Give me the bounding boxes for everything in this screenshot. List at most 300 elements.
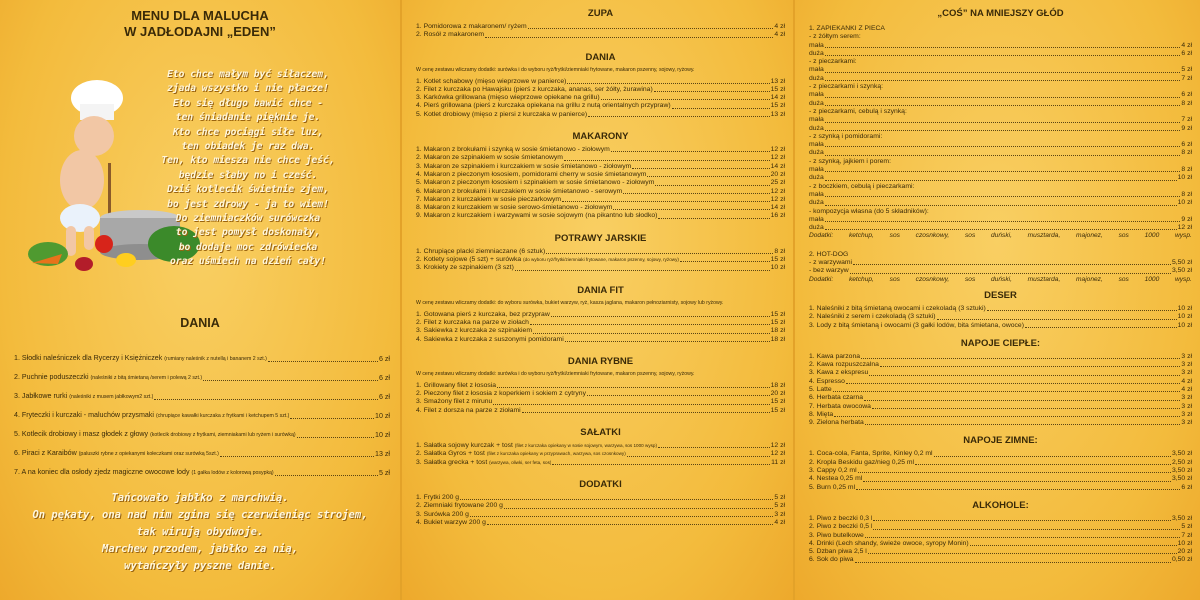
size-price: 7 zł [1181, 116, 1192, 124]
menu-item [416, 171, 785, 179]
toppings-word: ketchup, [848, 232, 874, 240]
menu-item-name [416, 502, 503, 510]
size-price: 8 zł [1181, 99, 1192, 107]
dish-number: 3. [14, 392, 20, 400]
item-title: Herbata czarna [816, 394, 864, 402]
item-title: Frytki 200 g [423, 493, 460, 501]
toppings-word: wysp. [1175, 232, 1192, 240]
size-price: 10 zł [1177, 174, 1192, 182]
menu-item-name [809, 361, 879, 369]
rhyme-line: tak wirują obydwoje. [136, 526, 264, 538]
menu-item-name [809, 411, 833, 419]
item-price: 18 zł [770, 381, 785, 389]
item-title: Naleśniki z serem i czekoladą (3 sztuki) [816, 313, 936, 321]
item-number: 1. [416, 493, 422, 501]
size-label: duża [809, 74, 824, 82]
item-number: 1. [416, 77, 422, 85]
item-title: Filet z kurczaka na parze w ziołach [423, 318, 529, 326]
toppings-word: sos [889, 232, 900, 240]
size-price-row [809, 149, 1192, 157]
item-price: 3 zł [1181, 361, 1192, 369]
item-price: 15 zł [770, 102, 785, 110]
menu-item-name [416, 86, 653, 94]
zapiekanka-variant: - z pieczarkami i szynką: [809, 83, 884, 91]
item-title: Burn 0,25 ml [816, 483, 856, 491]
size-label: duża [809, 99, 824, 107]
item-number: 7. [416, 195, 422, 203]
item-price: 12 zł [770, 187, 785, 195]
menu-item [809, 450, 1192, 458]
poem-line: bo dodaje moc zdrówiecka [178, 241, 318, 253]
rhyme-line: On pękaty, ona nad nim zgina się czerwieniąc strojem, [32, 509, 368, 521]
item-title: Espresso [816, 377, 845, 385]
section-heading: POTRAWY JARSKIE [554, 232, 647, 244]
item-number: 2. [416, 450, 422, 458]
item-number: 2. [809, 361, 815, 369]
poem-line: oraz uśmiech na dzień cały! [170, 256, 326, 268]
dot-leader [587, 395, 770, 396]
item-number: 5. [416, 110, 422, 118]
item-price: 4 zł [1181, 385, 1192, 393]
menu-item-name [809, 556, 854, 564]
dot-leader [627, 456, 770, 457]
kids-dish-item [14, 364, 390, 383]
item-number: 1. [416, 146, 422, 154]
menu-item-name [416, 31, 484, 39]
snacks-drinks-panel [793, 0, 1200, 600]
section-heading: NAPOJE ZIMNE: [963, 435, 1038, 447]
size-price-row [809, 125, 1192, 133]
menu-item [416, 204, 785, 212]
item-number: 6. [809, 556, 815, 564]
menu-item-name [809, 394, 863, 402]
menu-item-name [809, 515, 872, 523]
dot-leader [825, 72, 1181, 73]
dot-leader [655, 185, 769, 186]
menu-item-name [809, 369, 868, 377]
item-number: 3. [416, 264, 422, 272]
dot-leader [869, 375, 1180, 376]
menu-item-name [416, 94, 600, 102]
item-number: 5. [416, 179, 422, 187]
menu-item-name [416, 23, 527, 31]
menu-item-name [809, 540, 969, 548]
dot-leader [562, 201, 770, 202]
dish-title: Piraci z Karaibów [21, 449, 77, 457]
toppings-word: czosnkowy, [915, 275, 950, 283]
menu-item [416, 442, 785, 450]
dish-price: 6 zł [378, 393, 390, 401]
menu-item-name [416, 336, 564, 344]
menu-item [416, 196, 785, 204]
menu-item [809, 532, 1192, 540]
hotdog-price: 3,50 zł [1171, 267, 1192, 275]
dot-leader [868, 553, 1177, 554]
zapiekanki-title: 1. ZAPIEKANKI Z PIECA [809, 25, 885, 32]
menu-item [416, 111, 785, 119]
item-price: 3 zł [1181, 394, 1192, 402]
item-price: 3 zł [774, 510, 785, 518]
size-price: 8 zł [1181, 166, 1192, 174]
toppings-word: musztarda, [1027, 275, 1061, 283]
item-price: 14 zł [770, 162, 785, 170]
item-number: 2. [416, 256, 422, 264]
poem-line: Ten, kto miesza nie chce jeść, [161, 155, 335, 167]
item-number: 4. [416, 406, 422, 414]
menu-item [809, 484, 1192, 492]
item-number: 3. [416, 327, 422, 335]
dish-description: (kotlecik drobiowy z frytkami, ziemniakami lub ryżem i surówką) [150, 432, 296, 438]
item-price: 4 zł [1181, 377, 1192, 385]
dot-leader [565, 341, 770, 342]
menu-item-name [416, 264, 514, 272]
item-title: Chrupiące placki ziemniaczane (6 sztuk) [423, 247, 546, 255]
menu-item [416, 248, 785, 256]
kids-poem [100, 68, 396, 270]
size-price-row [809, 42, 1192, 50]
toppings-note [809, 276, 1192, 284]
item-title: Cappy 0,2 ml [816, 467, 857, 475]
dish-description: (1 gałka lodów z kolorową posypką) [191, 470, 274, 476]
item-title: Sakiewka z kurczaka ze szpinakiem [423, 327, 532, 335]
size-label: duża [809, 124, 824, 132]
item-price: 3 zł [1181, 352, 1192, 360]
menu-item [809, 419, 1192, 427]
dish-price: 6 zł [378, 374, 390, 382]
menu-item-name [809, 378, 845, 386]
menu-item-name [416, 450, 626, 458]
dot-leader [970, 545, 1177, 546]
item-price: 25 zł [770, 179, 785, 187]
item-title: Sałatka Gyros + tost [423, 450, 485, 458]
dot-leader [1025, 327, 1177, 328]
poem-line: Eto się długo bawić chce - [172, 97, 324, 109]
menu-item-name [809, 353, 860, 361]
menu-item [416, 163, 785, 171]
item-number: 1. [809, 352, 815, 360]
size-price: 7 zł [1181, 74, 1192, 82]
item-price: 8 zł [774, 247, 785, 255]
toppings-word: sos [889, 275, 900, 283]
toppings-word: 1000 [1144, 275, 1160, 283]
item-title: Makaron z kurczakiem w sosie serowo-śmietanowo - ziołowym [423, 204, 613, 212]
size-price: 6 zł [1181, 49, 1192, 57]
menu-item [416, 327, 785, 335]
item-number: 2. [416, 154, 422, 162]
dot-leader [601, 99, 770, 100]
kids-dish-name [14, 449, 219, 459]
size-price-row [809, 224, 1192, 232]
dish-description: (rumiany naleśnik z nutellą i bananem 2 szt.) [164, 356, 267, 362]
item-price: 15 zł [770, 406, 785, 414]
item-title: Piwo butelkowe [816, 531, 864, 539]
kids-dish-name [14, 430, 296, 440]
menu-item [416, 23, 785, 31]
item-number: 4. [416, 102, 422, 110]
item-title: Coca-cola, Fanta, Sprite, Kinley 0,2 ml [816, 450, 933, 458]
menu-item-name [809, 523, 872, 531]
item-price: 3,50 zł [1171, 467, 1192, 475]
menu-item-name [416, 327, 532, 335]
item-number: 2. [416, 318, 422, 326]
dot-leader [825, 97, 1181, 98]
menu-item [809, 540, 1192, 548]
dish-number: 2. [14, 373, 20, 381]
dot-leader [493, 404, 769, 405]
dot-leader [632, 168, 769, 169]
toppings-word: wysp. [1175, 275, 1192, 283]
toppings-word: sos [965, 232, 976, 240]
item-title: Herbata owocowa [816, 402, 871, 410]
dot-leader [470, 516, 774, 517]
item-price: 12 zł [770, 442, 785, 450]
item-number: 3. [416, 458, 422, 466]
menu-item [809, 548, 1192, 556]
item-price: 3 zł [1181, 402, 1192, 410]
item-number: 4. [416, 170, 422, 178]
poem-line: ten śniadanie pięknie je. [175, 112, 321, 124]
dot-leader [853, 264, 1171, 265]
menu-item-name [416, 171, 646, 179]
section-heading: DODATKI [579, 478, 622, 490]
dot-leader [825, 80, 1181, 81]
poem-line: ten obiadek je raz dwa. [181, 141, 315, 153]
dot-leader [623, 193, 769, 194]
item-number: 4. [809, 377, 815, 385]
menu-item [416, 179, 785, 187]
dot-leader [872, 408, 1180, 409]
size-price-row [809, 141, 1192, 149]
menu-item [809, 394, 1192, 402]
rhyme-line: Tańcowało jabłko z marchwią. [111, 492, 289, 504]
item-title: Dzban piwa 2,5 l [816, 548, 867, 556]
menu-item-name [809, 450, 933, 458]
dot-leader [915, 464, 1171, 465]
item-price: 12 zł [770, 450, 785, 458]
size-price-row [809, 100, 1192, 108]
item-number: 1. [809, 304, 815, 312]
size-price: 10 zł [1177, 199, 1192, 207]
item-number: 2. [416, 85, 422, 93]
dot-leader [864, 400, 1180, 401]
menu-item [809, 411, 1192, 419]
item-price: 3,50 zł [1171, 475, 1192, 483]
dot-leader [268, 361, 378, 362]
size-price-row [809, 216, 1192, 224]
item-price: 10 zł [770, 264, 785, 272]
dish-number: 1. [14, 354, 20, 362]
item-number: 2. [416, 502, 422, 510]
dot-leader [504, 508, 774, 509]
item-title: Piwo z beczki 0,5 l [816, 523, 873, 531]
menu-item [809, 353, 1192, 361]
item-price: 4 zł [774, 518, 785, 526]
section-note: W cenę zestawu wliczamy dodatki: surówka i do wyboru ryż/frytki/ziemniaki frytowane, makaron pszenny, sojowy, ryżowy. [416, 66, 695, 73]
size-price: 4 zł [1181, 41, 1192, 49]
size-label: mała [809, 66, 824, 74]
item-title: Kawa z ekspresu [816, 369, 869, 377]
item-title: Sałatka sojowy kurczak + tost [423, 442, 513, 450]
dot-leader [825, 55, 1181, 56]
kids-dish-item [14, 440, 390, 459]
kids-menu-title [0, 8, 400, 40]
menu-item-name [809, 313, 936, 321]
menu-item [416, 94, 785, 102]
item-price: 5 zł [774, 502, 785, 510]
menu-item-name [416, 519, 486, 527]
menu-item [809, 369, 1192, 377]
item-price: 14 zł [770, 94, 785, 102]
section-heading: DANIA RYBNE [567, 355, 634, 367]
main-menu-panel [400, 0, 793, 600]
dot-leader [825, 47, 1181, 48]
poem-line: Do ziemniaczków surówczka [175, 213, 321, 225]
kids-dish-name [14, 373, 202, 383]
item-price: 3,50 zł [1171, 450, 1192, 458]
item-price: 7 zł [1181, 531, 1192, 539]
dot-leader [850, 273, 1171, 274]
item-price: 2,50 zł [1171, 458, 1192, 466]
section-heading: DESER [984, 289, 1017, 301]
item-price: 3,50 zł [1171, 514, 1192, 522]
toppings-word: musztarda, [1027, 232, 1061, 240]
item-price: 14 zł [770, 204, 785, 212]
dish-title: Kotlecik drobiowy i masz głodek z głowy [21, 430, 149, 438]
item-number: 2. [416, 390, 422, 398]
hotdog-name: - z warzywami [809, 259, 853, 267]
kids-dish-item [14, 383, 390, 402]
dot-leader [275, 475, 378, 476]
menu-item [416, 319, 785, 327]
dot-leader [658, 447, 770, 448]
item-title: Mięta [816, 410, 834, 418]
size-label: mała [809, 215, 824, 223]
item-number: 2. [809, 313, 815, 321]
item-number: 3. [416, 398, 422, 406]
size-label: mała [809, 166, 824, 174]
menu-item-name [416, 78, 566, 86]
kids-dish-name [14, 354, 267, 364]
kids-dish-item [14, 345, 390, 364]
dot-leader [934, 456, 1171, 457]
item-title: Kotlet drobiowy (mięso z piersi z kurczaka w panierce) [423, 110, 588, 118]
item-price: 15 zł [770, 398, 785, 406]
toppings-note [809, 232, 1192, 240]
dot-leader [861, 358, 1180, 359]
dot-leader [533, 333, 770, 334]
item-number: 2. [416, 31, 422, 39]
section-heading: SAŁATKI [580, 427, 621, 439]
dish-title: Słodki naleśniczek dla Rycerzy i Księżniczek [21, 354, 163, 362]
dot-leader [647, 176, 769, 177]
size-price-row [809, 199, 1192, 207]
dish-title: Jabłkowe rurki [21, 392, 68, 400]
section-heading: DANIA [585, 51, 616, 63]
menu-item [809, 313, 1192, 321]
item-title: Smażony filet z mirunu [423, 398, 493, 406]
item-title: Makaron z pieczonym łososiem, pomidorami cherry w sosie śmietanowym [423, 170, 647, 178]
item-number: 4. [809, 475, 815, 483]
item-number: 6. [809, 394, 815, 402]
poem-line: Kto chce pociągi siłe luz, [172, 126, 324, 138]
dish-number: 7. [14, 468, 20, 476]
item-price: 12 zł [770, 195, 785, 203]
dot-leader [220, 456, 374, 457]
menu-item-name [416, 163, 631, 171]
item-price: 5 zł [1181, 523, 1192, 531]
toppings-word: 1000 [1144, 232, 1160, 240]
menu-item [416, 146, 785, 154]
dot-leader [546, 253, 773, 254]
item-title: Naleśniki z bitą śmietaną owocami i czekoladą (3 sztuki) [816, 304, 986, 312]
size-label: duża [809, 199, 824, 207]
poem-line: to jest pomysł doskonały, [175, 227, 321, 239]
dot-leader [654, 91, 770, 92]
item-number: 2. [809, 458, 815, 466]
dish-title: Puchnie poduszeczki [21, 373, 89, 381]
menu-item-name [809, 532, 864, 540]
item-description: (filet z kurczaka opiekany w przyprawach, warzywa, sos czosnkowy) [486, 451, 626, 457]
dot-leader [497, 387, 770, 388]
item-description: (do wyboru ryż/frytki/ziemniaki frytowane, makaron pszenny, sojowy, ryżowy) [523, 257, 679, 263]
section-note: W cenę zestawu wliczamy dodatki: surówka i do wyboru ryż/frytki/ziemniaki frytowane, makaron pszenny, sojowy, ryżowy. [416, 370, 695, 377]
dish-price: 13 zł [375, 450, 390, 458]
menu-item-name [416, 111, 587, 119]
size-price: 9 zł [1181, 215, 1192, 223]
item-number: 3. [416, 94, 422, 102]
item-title: Kotlety sojowe (5 szt) + surówka [423, 256, 522, 264]
item-price: 11 zł [771, 458, 785, 466]
dot-leader [825, 205, 1177, 206]
toppings-word: czosnkowy, [915, 232, 950, 240]
menu-item [416, 31, 785, 39]
menu-item-name [416, 146, 610, 154]
menu-item-name [809, 459, 914, 467]
dot-leader [825, 122, 1181, 123]
kids-dish-item [14, 421, 390, 440]
item-title: Makaron ze szpinakiem i kurczakiem w sosie śmietanowo - ziołowym [423, 162, 632, 170]
toppings-word: Dodatki: [809, 275, 834, 283]
menu-item-name [416, 442, 657, 450]
item-title: Drinki (Lech shandy, świeże owoce, syropy Monin) [816, 539, 969, 547]
dot-leader [825, 155, 1181, 156]
dot-leader [863, 481, 1171, 482]
dot-leader [611, 151, 770, 152]
menu-item [809, 378, 1192, 386]
item-price: 20 zł [1177, 548, 1192, 556]
dot-leader [567, 83, 769, 84]
dot-leader [825, 229, 1177, 230]
section-heading: MAKARONY [572, 131, 629, 143]
item-title: Bukiet warzyw 200 g [423, 518, 486, 526]
item-title: Sakiewka z kurczaka z suszonymi pomidorami [423, 335, 564, 343]
dot-leader [530, 324, 770, 325]
item-price: 20 zł [770, 170, 785, 178]
toppings-word: ketchup, [848, 275, 874, 283]
dot-leader [834, 416, 1180, 417]
dot-leader [658, 218, 769, 219]
dot-leader [833, 391, 1181, 392]
menu-item-name [416, 204, 612, 212]
item-price: 15 zł [770, 318, 785, 326]
item-title: Makaron z pieczonym łososiem i szpinakiem w sosie śmietanowo - ziołowym [423, 179, 655, 187]
toppings-word: majonez, [1076, 275, 1103, 283]
size-price: 9 zł [1181, 124, 1192, 132]
menu-item-name [416, 248, 545, 256]
dot-leader [825, 171, 1181, 172]
size-price: 8 zł [1181, 149, 1192, 157]
section-heading: DANIA FIT [577, 284, 624, 296]
